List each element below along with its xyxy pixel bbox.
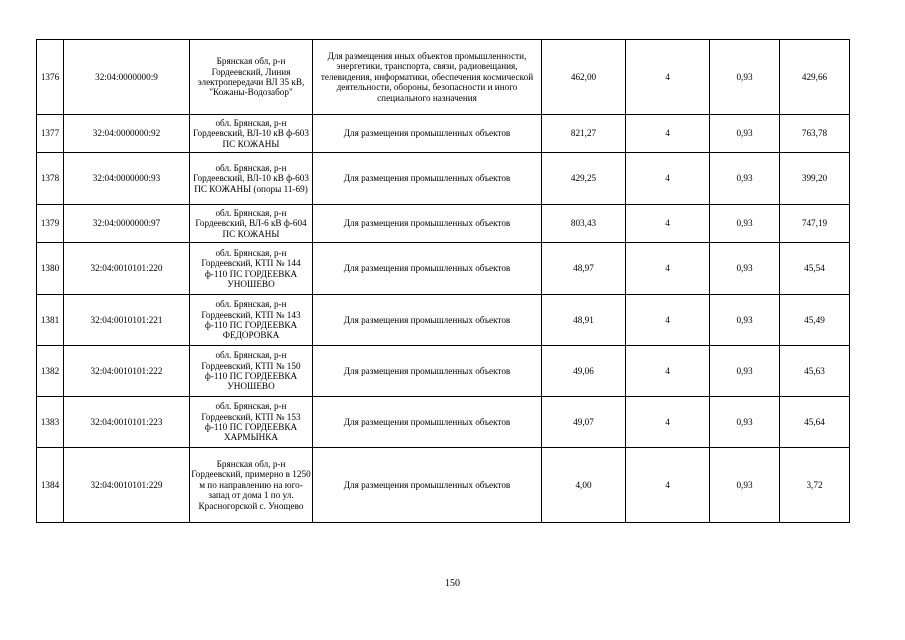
row-number: 1383 [37, 397, 64, 448]
purpose-cell: Для размещения промышленных объектов [313, 115, 542, 153]
purpose-cell: Для размещения промышленных объектов [313, 243, 542, 295]
cadastral-number: 32:04:0000000:92 [64, 115, 190, 153]
table-row [37, 397, 850, 448]
table-row [37, 40, 850, 115]
group-cell: 4 [626, 205, 710, 243]
cadastral-number: 32:04:0010101:223 [64, 397, 190, 448]
row-number: 1382 [37, 346, 64, 397]
table-row [37, 115, 850, 153]
row-number: 1381 [37, 295, 64, 346]
address-cell: обл. Брянская, р-н Гордеевский, КТП № 143 ф-110 ПС ГОРДЕЕВКА ФЕДОРОВКА [190, 295, 313, 346]
row-number: 1379 [37, 205, 64, 243]
purpose-cell: Для размещения промышленных объектов [313, 205, 542, 243]
coefficient-cell: 0,93 [710, 448, 780, 523]
address-cell: обл. Брянская, р-н Гордеевский, ВЛ-6 кВ ф-604 ПС КОЖАНЫ [190, 205, 313, 243]
address-cell: обл. Брянская, р-н Гордеевский, ВЛ-10 кВ ф-603 ПС КОЖАНЫ [190, 115, 313, 153]
purpose-cell: Для размещения иных объектов промышленности, энергетики, транспорта, связи, радиовещания, телевидения, информатики, обеспечения космической деятельности, обороны, безопасности и иного специального назначения [313, 40, 542, 115]
address-cell: обл. Брянская, р-н Гордеевский, КТП № 153 ф-110 ПС ГОРДЕЕВКА ХАРМЫНКА [190, 397, 313, 448]
value-cell: 45,64 [780, 397, 850, 448]
group-cell: 4 [626, 40, 710, 115]
group-cell: 4 [626, 115, 710, 153]
purpose-cell: Для размещения промышленных объектов [313, 346, 542, 397]
area-cell: 821,27 [542, 115, 626, 153]
cadastral-number: 32:04:0010101:221 [64, 295, 190, 346]
address-cell: обл. Брянская, р-н Гордеевский, КТП № 150 ф-110 ПС ГОРДЕЕВКА УНОШЕВО [190, 346, 313, 397]
purpose-cell: Для размещения промышленных объектов [313, 153, 542, 205]
address-cell: Брянская обл, р-н Гордеевский, Линия электропередачи ВЛ 35 кВ, "Кожаны-Водозабор" [190, 40, 313, 115]
coefficient-cell: 0,93 [710, 115, 780, 153]
coefficient-cell: 0,93 [710, 346, 780, 397]
value-cell: 45,63 [780, 346, 850, 397]
group-cell: 4 [626, 346, 710, 397]
coefficient-cell: 0,93 [710, 40, 780, 115]
area-cell: 48,97 [542, 243, 626, 295]
address-cell: обл. Брянская, р-н Гордеевский, КТП № 144 ф-110 ПС ГОРДЕЕВКА УНОШЕВО [190, 243, 313, 295]
row-number: 1380 [37, 243, 64, 295]
table-row [37, 153, 850, 205]
value-cell: 763,78 [780, 115, 850, 153]
area-cell: 49,07 [542, 397, 626, 448]
value-cell: 45,54 [780, 243, 850, 295]
group-cell: 4 [626, 295, 710, 346]
group-cell: 4 [626, 243, 710, 295]
cadastral-number: 32:04:0000000:9 [64, 40, 190, 115]
area-cell: 4,00 [542, 448, 626, 523]
address-cell: Брянская обл, р-н Гордеевский, примерно в 1250 м по направлению на юго- запад от дома 1 по ул. Красногорской с. Унощево [190, 448, 313, 523]
group-cell: 4 [626, 153, 710, 205]
table-row [37, 295, 850, 346]
table-row [37, 448, 850, 523]
row-number: 1377 [37, 115, 64, 153]
coefficient-cell: 0,93 [710, 243, 780, 295]
coefficient-cell: 0,93 [710, 295, 780, 346]
value-cell: 45,49 [780, 295, 850, 346]
table-row [37, 346, 850, 397]
group-cell: 4 [626, 448, 710, 523]
coefficient-cell: 0,93 [710, 153, 780, 205]
value-cell: 3,72 [780, 448, 850, 523]
cadastral-number: 32:04:0010101:222 [64, 346, 190, 397]
table-row [37, 243, 850, 295]
cadastral-number: 32:04:0000000:93 [64, 153, 190, 205]
address-cell: обл. Брянская, р-н Гордеевский, ВЛ-10 кВ ф-603 ПС КОЖАНЫ (опоры 11-69) [190, 153, 313, 205]
row-number: 1376 [37, 40, 64, 115]
value-cell: 399,20 [780, 153, 850, 205]
row-number: 1378 [37, 153, 64, 205]
area-cell: 429,25 [542, 153, 626, 205]
table-row [37, 205, 850, 243]
area-cell: 48,91 [542, 295, 626, 346]
value-cell: 747,19 [780, 205, 850, 243]
purpose-cell: Для размещения промышленных объектов [313, 448, 542, 523]
area-cell: 49,06 [542, 346, 626, 397]
coefficient-cell: 0,93 [710, 205, 780, 243]
purpose-cell: Для размещения промышленных объектов [313, 295, 542, 346]
row-number: 1384 [37, 448, 64, 523]
cadastral-table [36, 39, 850, 523]
area-cell: 462,00 [542, 40, 626, 115]
value-cell: 429,66 [780, 40, 850, 115]
cadastral-number: 32:04:0000000:97 [64, 205, 190, 243]
coefficient-cell: 0,93 [710, 397, 780, 448]
area-cell: 803,43 [542, 205, 626, 243]
page-number: 150 [445, 578, 460, 589]
group-cell: 4 [626, 397, 710, 448]
purpose-cell: Для размещения промышленных объектов [313, 397, 542, 448]
cadastral-number: 32:04:0010101:220 [64, 243, 190, 295]
cadastral-number: 32:04:0010101:229 [64, 448, 190, 523]
